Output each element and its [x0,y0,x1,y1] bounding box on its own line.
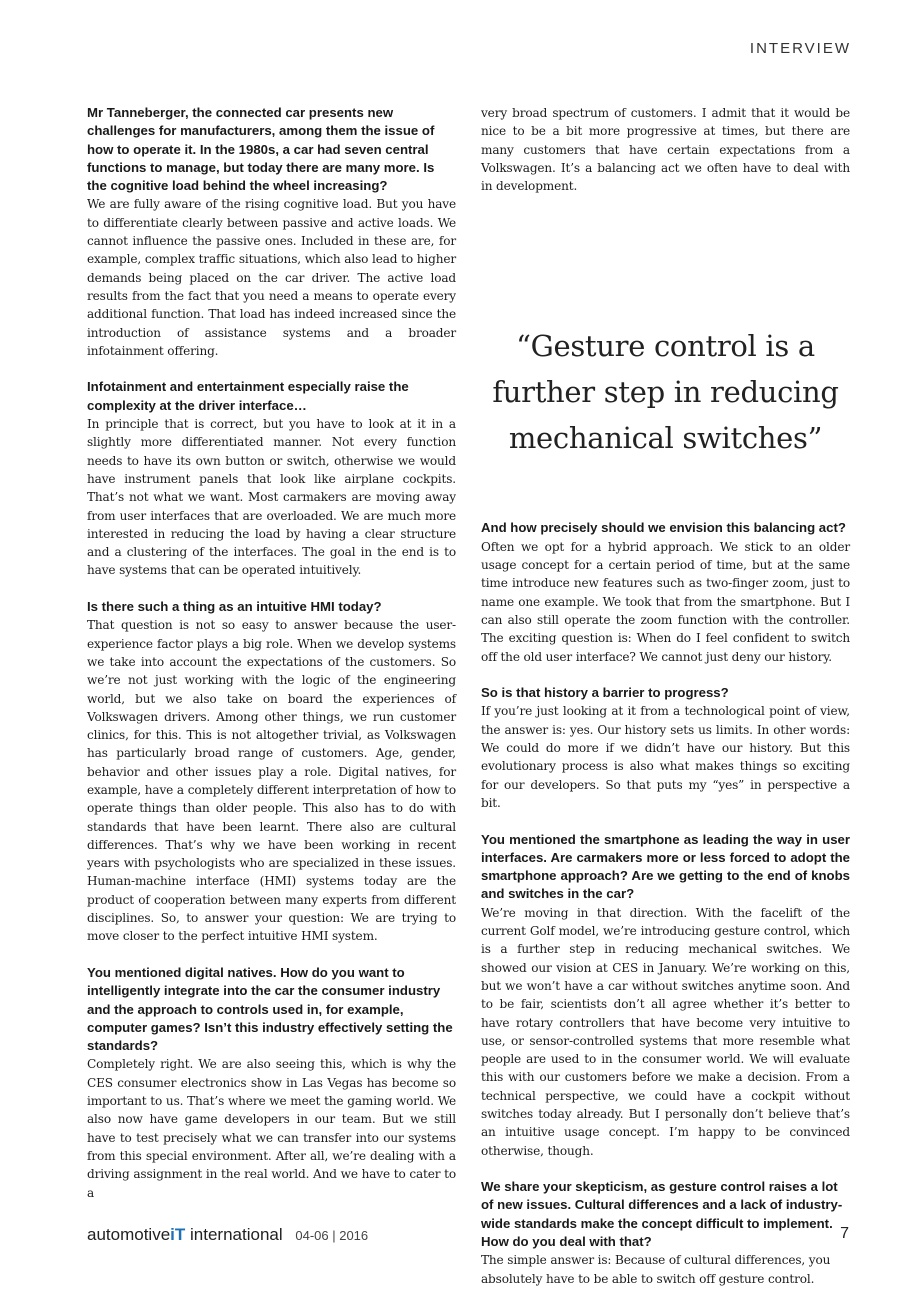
question: You mentioned the smartphone as leading the way in user interfaces. Are carmakers more or less forced to adopt the smartphone approach? Are we getting to the end of knobs and switches in the car? [481,831,850,902]
right-column [481,104,850,1306]
question: So is that history a barrier to progress? [481,685,729,701]
question: And how precisely should we envision this balancing act? [481,520,846,536]
answer: That question is not so easy to answer because the user-experience factor plays a big role. When we develop systems we take into account the expectations of the customers. So we’re not just working with the logic of the engineering world, but we also take on board the experiences of Volkswagen drivers. Among other things, we run customer clinics, for this. This is not altogether trivial, as Volkswagen has particularly broad range of customers. Age, gender, behavior and other issues play a role. Digital natives, for example, have a completely different interpretation of how to operate things than older people. This also has to do with standards that have been learnt. There also are cultural differences. That’s why we have been working in recent years with psychologists who are specialized in these issues. Human-machine interface (HMI) systems today are the product of cooperation between many experts from different disciplines. So, to answer your question: We are trying to move closer to the perfect intuitive HMI system. [87,618,456,944]
question: You mentioned digital natives. How do you want to intelligently integrate into the car the consumer industry and the approach to controls used in, for example, computer games? Isn’t this industry effectively setting the standards? [87,964,453,1054]
answer: The simple answer is: Because of cultural differences, you absolutely have to be able to switch off gesture control. [481,1253,831,1286]
question: We share your skepticism, as gesture control raises a lot of new issues. Cultural differences and a lack of industry-wide standards make the concept difficult to implement. How do you deal with that? [481,1179,843,1250]
question: Is there such a thing as an intuitive HMI today? [87,599,382,615]
pull-quote: “Gesture control is a further step in reducing mechanical switches” [492,329,839,456]
answer: In principle that is correct, but you have to look at it in a slightly more differentiated manner. Not every function needs to have its own button or switch, otherwise we would have instrument panels that look like airplane cockpits. That’s not what we want. Most carmakers are moving away from user interfaces that are overloaded. We are much more interested in reducing the load by having a clear structure and a clustering of the interfaces. The goal in the end is to have systems that can be operated intuitively. [87,417,456,578]
answer: Completely right. We are also seeing this, which is why the CES consumer electronics show in Las Vegas has become so important to us. That’s where we meet the gaming world. We also now have game developers in our team. But we still have to test precisely what we can transfer into our systems from this special environment. After all, we’re dealing with a driving assignment in the real world. And we have to cater to a [87,1057,456,1200]
answer: We’re moving in that direction. With the facelift of the current Golf model, we’re introducing gesture control, which is a further step in reducing mechanical switches. We showed our vision at CES in January. We’re working on this, but we won’t have a car without switches anytime soon. And to be fair, scientists don’t all agree whether it’s better to have rotary controllers that have become very intuitive to use, or sensor-controlled systems that more resemble what people are used to in the consumer world. We will evaluate this with our customers before we make a decision. From a technical perspective, we could have a cockpit without switches today already. But I personally don’t believe that’s an intuitive usage concept. I’m happy to be convinced otherwise, though. [481,905,850,1158]
left-column [87,104,456,1220]
answer: If you’re just looking at it from a technological point of view, the answer is: yes. Our history sets us limits. In other words: We could do more if we didn’t have our history. But this evolutionary process is also what makes things so exciting for our developers. So that puts my “yes” in perspective a bit. [481,704,850,810]
question: Mr Tanneberger, the connected car presents new challenges for manufacturers, among them the issue of how to operate it. In the 1980s, a car had seven central functions to manage, but today there are many more. Is the cognitive load behind the wheel increasing? [87,105,435,194]
issue-date: 04-06 | 2016 [295,1228,369,1243]
question: Infotainment and entertainment especially raise the complexity at the driver interface… [87,379,409,413]
brand-prefix: automotive [87,1225,171,1244]
answer: Often we opt for a hybrid approach. We stick to an older usage concept for a certain period of time, but at the same time introduce new features such as two-finger zoom, just to name one example. We took that from the smartphone. But I can also still operate the zoom function with the controller. The exciting question is: When do I feel confident to switch off the old user interface? We cannot just deny our history. [481,539,850,664]
brand-suffix: international [185,1225,283,1244]
answer-continued: very broad spectrum of customers. I admit that it would be nice to be a bit more progressive at times, but there are many customers that have certain expectations from a Volkswagen. It’s a balancing act we often have to deal with in development. [481,106,850,194]
brand-it: iT [170,1225,186,1244]
answer: We are fully aware of the rising cognitive load. But you have to differentiate clearly between passive and active loads. We cannot influence the passive ones. Included in these are, for example, complex traffic situations, which also lead to higher demands being placed on the car driver. The active load results from the fact that you need a means to operate every additional function. That load has indeed increased since the introduction of assistance systems and a broader infotainment offering. [87,197,456,358]
section-label: INTERVIEW [749,40,851,57]
footer-publication [87,1225,368,1245]
brand-logo [87,1225,283,1244]
page-number: 7 [840,1225,849,1242]
